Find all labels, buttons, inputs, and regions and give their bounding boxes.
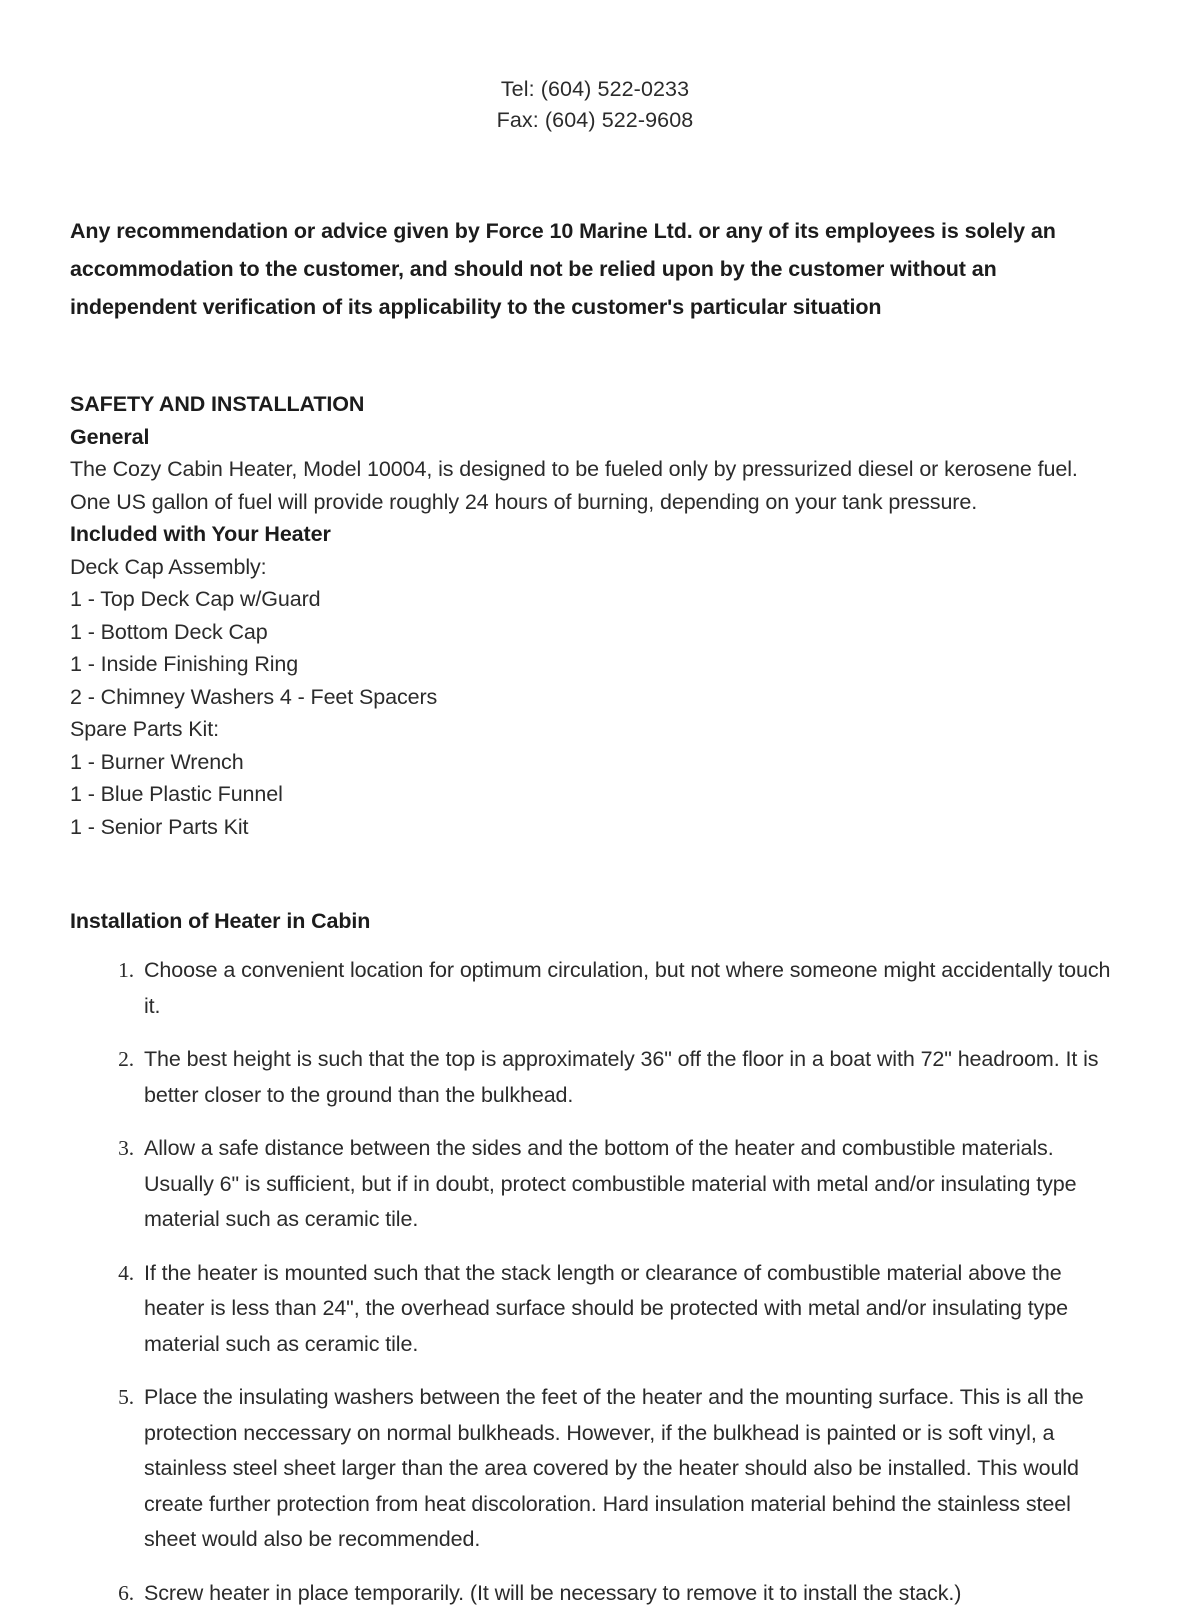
list-item: 1 - Top Deck Cap w/Guard bbox=[70, 583, 1120, 616]
list-item: 1 - Senior Parts Kit bbox=[70, 811, 1120, 844]
list-item: 2 - Chimney Washers 4 - Feet Spacers bbox=[70, 681, 1120, 714]
list-item: 1 - Inside Finishing Ring bbox=[70, 648, 1120, 681]
general-paragraph-line-1: The Cozy Cabin Heater, Model 10004, is designed to be fueled only by pressurized diesel or kerosene fuel. bbox=[70, 453, 1120, 486]
list-item: 1 - Burner Wrench bbox=[70, 746, 1120, 779]
installation-steps-list bbox=[70, 953, 1120, 1611]
list-item: 1 - Blue Plastic Funnel bbox=[70, 778, 1120, 811]
list-item: 1 - Bottom Deck Cap bbox=[70, 616, 1120, 649]
deck-cap-assembly-label: Deck Cap Assembly: bbox=[70, 551, 1120, 584]
subheading-included-with-heater: Included with Your Heater bbox=[70, 518, 1120, 551]
general-paragraph-line-2: One US gallon of fuel will provide roughly 24 hours of burning, depending on your tank pressure. bbox=[70, 486, 1120, 519]
section-title-safety: SAFETY AND INSTALLATION bbox=[70, 388, 1120, 421]
safety-and-installation-section bbox=[70, 388, 1120, 843]
list-item: Screw heater in place temporarily. (It will be necessary to remove it to install the stack.) bbox=[142, 1576, 1120, 1611]
contact-header bbox=[70, 74, 1120, 136]
list-item: Allow a safe distance between the sides and the bottom of the heater and combustible materials. Usually 6" is sufficient, but if in doubt, protect combustible material with metal and/or insulating type material such as ceramic tile. bbox=[142, 1131, 1120, 1238]
list-item: If the heater is mounted such that the stack length or clearance of combustible material above the heater is less than 24", the overhead surface should be protected with metal and/or insulating type material such as ceramic tile. bbox=[142, 1256, 1120, 1363]
heading-installation-of-heater: Installation of Heater in Cabin bbox=[70, 905, 1120, 937]
fax-line: Fax: (604) 522-9608 bbox=[70, 105, 1120, 136]
subheading-general: General bbox=[70, 421, 1120, 454]
list-item: The best height is such that the top is approximately 36" off the floor in a boat with 72" headroom. It is better closer to the ground than the bulkhead. bbox=[142, 1042, 1120, 1113]
spare-parts-kit-label: Spare Parts Kit: bbox=[70, 713, 1120, 746]
telephone-line: Tel: (604) 522-0233 bbox=[70, 74, 1120, 105]
list-item: Place the insulating washers between the feet of the heater and the mounting surface. This is all the protection neccessary on normal bulkheads. However, if the bulkhead is painted or is soft vinyl, a stainless steel sheet larger than the area covered by the heater should also be installed. This would create further protection from heat discoloration. Hard insulation material behind the stainless steel sheet would also be recommended. bbox=[142, 1380, 1120, 1558]
legal-disclaimer: Any recommendation or advice given by Force 10 Marine Ltd. or any of its employees is solely an accommodation to the customer, and should not be relied upon by the customer without an independent verification of its applicability to the customer's particular situation bbox=[70, 212, 1070, 326]
list-item: Choose a convenient location for optimum circulation, but not where someone might accidentally touch it. bbox=[142, 953, 1120, 1024]
